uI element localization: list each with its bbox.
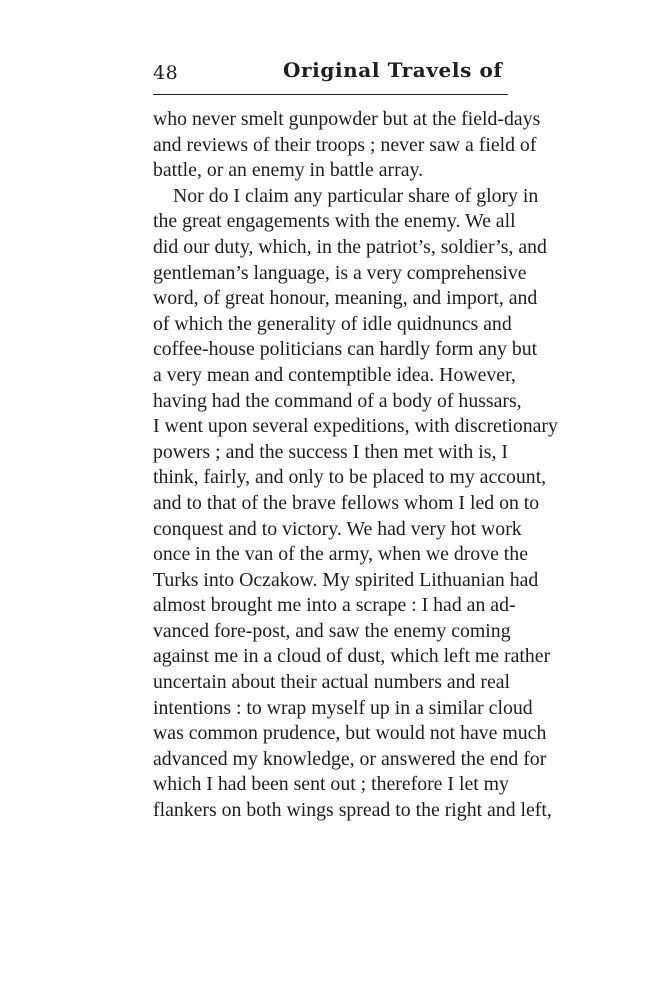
text-line: word, of great honour, meaning, and import, and: [153, 287, 538, 310]
text-line: think, fairly, and only to be placed to my account,: [153, 466, 547, 489]
text-line: was common prudence, but would not have much: [153, 722, 547, 745]
text-line: did our duty, which, in the patriot’s, soldier’s, and: [153, 235, 547, 258]
text-line: intentions : to wrap myself up in a similar cloud: [153, 696, 533, 719]
text-line: who never smelt gunpowder but at the field-days: [153, 108, 541, 130]
text-line: having had the command of a body of hussars,: [153, 389, 522, 412]
running-head: Original Travels of: [283, 58, 503, 82]
text-line: conquest and to victory. We had very hot work: [153, 517, 522, 540]
text-line: powers ; and the success I then met with is, I: [153, 440, 508, 463]
text-line: coffee-house politicians can hardly form any but: [153, 338, 538, 361]
text-line: battle, or an enemy in battle array.: [153, 159, 424, 182]
text-line: almost brought me into a scrape : I had an ad-: [153, 594, 516, 617]
text-line: which I had been sent out ; therefore I let my: [153, 773, 509, 796]
text-line: flankers on both wings spread to the right and left,: [153, 799, 552, 822]
text-line: against me in a cloud of dust, which left me rather: [153, 645, 551, 668]
text-line: I went upon several expeditions, with discretionary: [153, 415, 558, 438]
text-line: a very mean and contemptible idea. However,: [153, 363, 516, 386]
text-line: gentleman’s language, is a very comprehensive: [153, 261, 527, 284]
text-line: Turks into Oczakow. My spirited Lithuanian had: [153, 568, 539, 591]
text-line: vanced fore-post, and saw the enemy coming: [153, 619, 511, 642]
body-text: [153, 107, 558, 824]
text-line: the great engagements with the enemy. We all: [153, 210, 516, 233]
page-number: 48: [153, 62, 179, 84]
text-line: and to that of the brave fellows whom I led on to: [153, 491, 540, 514]
text-line: of which the generality of idle quidnuncs and: [153, 312, 512, 335]
header-rule: [153, 94, 508, 95]
page-header: [153, 58, 508, 90]
text-line: Nor do I claim any particular share of glory in: [173, 184, 539, 207]
text-line: and reviews of their troops ; never saw a field of: [153, 133, 537, 156]
text-line: advanced my knowledge, or answered the end for: [153, 747, 547, 770]
text-line: once in the van of the army, when we drove the: [153, 543, 528, 566]
text-line: uncertain about their actual numbers and real: [153, 671, 511, 694]
